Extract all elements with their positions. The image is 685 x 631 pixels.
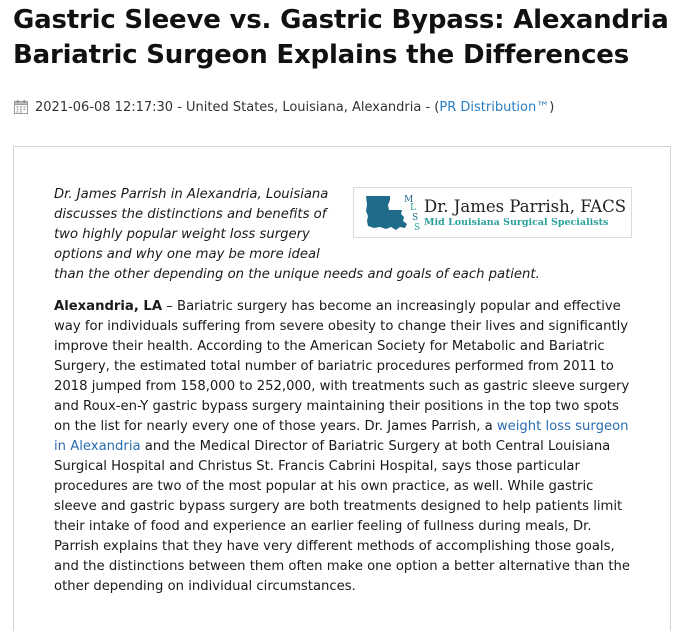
logo-spacer bbox=[342, 185, 634, 261]
meta-separator: - bbox=[173, 99, 187, 115]
calendar-icon bbox=[13, 99, 29, 115]
body-text: and the Medical Director of Bariatric Surgery at both Central Louisiana Surgical Hospital and Christus St. Francis Cabrini Hospital, says those particular procedures are two of the most popular at his own practice, as well. While gastric sleeve and gastric bypass surgery are both treatments designed to help patients limit their intake of food and experience an earlier feeling of fullness during meals, Dr. Parrish explains that they have very different methods of accomplishing those goals, and the distinctions between them often make one option a better alternative than the other depending on individual circumstances. bbox=[54, 439, 630, 594]
logo-mark-letter: S bbox=[414, 223, 421, 233]
source-link[interactable]: PR Distribution™ bbox=[439, 99, 550, 115]
logo-mark-letter: L bbox=[410, 203, 416, 213]
body-text: – Bariatric surgery has become an increasingly popular and effective way for individuals suffering from severe obesity to change their lives and significantly improve their health. According to the American Society for Metabolic and Bariatric Surgery, the estimated total number of bariatric procedures performed from 2011 to 2018 jumped from 158,000 to 252,000, with treatments such as gastric sleeve surgery and Roux-en-Y gastric bypass surgery maintaining their positions in the top two spots on the list for nearly every one of those years. Dr. James Parrish, a bbox=[54, 299, 630, 434]
publish-location: United States, Louisiana, Alexandria bbox=[186, 99, 422, 115]
article-title: Gastric Sleeve vs. Gastric Bypass: Alexandria Bariatric Surgeon Explains the Differences bbox=[13, 5, 669, 70]
article-content bbox=[54, 185, 634, 597]
publish-timestamp: 2021-06-08 12:17:30 bbox=[35, 99, 174, 115]
article-body bbox=[54, 297, 634, 597]
article-summary: Dr. James Parrish in Alexandria, Louisiana discusses the distinctions and benefits of two highly popular weight loss surgery options and why one may be more ideal than the other depending on the unique needs and goals of each patient. bbox=[54, 187, 540, 282]
logo-name: Dr. James Parrish, FACS bbox=[424, 196, 627, 216]
dateline: Alexandria, LA bbox=[54, 299, 163, 314]
logo-subtitle: Mid Louisiana Surgical Specialists bbox=[424, 216, 609, 228]
logo-mark-letter: S bbox=[412, 213, 419, 223]
logo-mark-letter: M bbox=[404, 195, 414, 205]
meta-close-paren: ) bbox=[549, 99, 555, 115]
article-meta bbox=[13, 97, 554, 117]
meta-separator: - ( bbox=[421, 99, 440, 115]
press-release-card bbox=[13, 146, 671, 631]
surgeon-link[interactable]: weight loss surgeon in Alexandria bbox=[54, 419, 629, 454]
